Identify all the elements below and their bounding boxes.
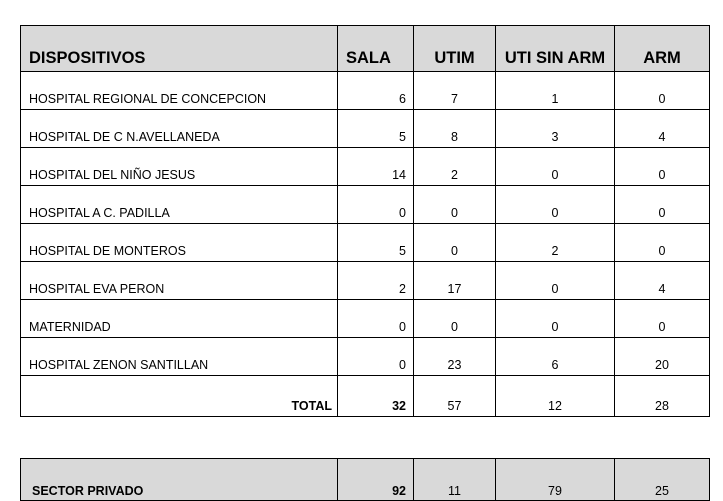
row-arm: 0 <box>615 72 710 110</box>
header-row <box>21 26 710 72</box>
total-utim: 57 <box>414 376 496 417</box>
row-utim: 0 <box>414 224 496 262</box>
row-sala: 5 <box>338 110 414 148</box>
row-arm: 4 <box>615 110 710 148</box>
private-sector-utim: 11 <box>414 459 496 501</box>
row-uti-sin-arm: 0 <box>496 148 615 186</box>
total-uti-sin-arm: 12 <box>496 376 615 417</box>
table-row <box>21 262 710 300</box>
row-name: HOSPITAL DE C N.AVELLANEDA <box>21 110 338 148</box>
private-sector-arm: 25 <box>615 459 710 501</box>
row-name: HOSPITAL DEL NIÑO JESUS <box>21 148 338 186</box>
row-utim: 8 <box>414 110 496 148</box>
row-sala: 0 <box>338 300 414 338</box>
row-uti-sin-arm: 2 <box>496 224 615 262</box>
row-utim: 0 <box>414 300 496 338</box>
row-name: MATERNIDAD <box>21 300 338 338</box>
row-uti-sin-arm: 3 <box>496 110 615 148</box>
row-sala: 6 <box>338 72 414 110</box>
row-arm: 0 <box>615 148 710 186</box>
row-name: HOSPITAL ZENON SANTILLAN <box>21 338 338 376</box>
row-uti-sin-arm: 0 <box>496 262 615 300</box>
table-row <box>21 186 710 224</box>
row-arm: 4 <box>615 262 710 300</box>
row-name: HOSPITAL DE MONTEROS <box>21 224 338 262</box>
header-uti-sin-arm: UTI SIN ARM <box>496 26 615 72</box>
dispositivos-table <box>20 25 710 417</box>
row-name: HOSPITAL A C. PADILLA <box>21 186 338 224</box>
row-arm: 0 <box>615 186 710 224</box>
table-row <box>21 110 710 148</box>
row-utim: 17 <box>414 262 496 300</box>
row-uti-sin-arm: 6 <box>496 338 615 376</box>
total-row <box>21 376 710 417</box>
row-uti-sin-arm: 0 <box>496 300 615 338</box>
row-utim: 2 <box>414 148 496 186</box>
row-uti-sin-arm: 0 <box>496 186 615 224</box>
table-row <box>21 300 710 338</box>
table-row <box>21 224 710 262</box>
header-dispositivos: DISPOSITIVOS <box>21 26 338 72</box>
row-sala: 5 <box>338 224 414 262</box>
row-arm: 0 <box>615 224 710 262</box>
total-label: TOTAL <box>21 376 338 417</box>
table-row <box>21 338 710 376</box>
total-sala: 32 <box>338 376 414 417</box>
total-arm: 28 <box>615 376 710 417</box>
header-sala: SALA <box>338 26 414 72</box>
row-utim: 23 <box>414 338 496 376</box>
row-sala: 14 <box>338 148 414 186</box>
row-utim: 7 <box>414 72 496 110</box>
header-utim: UTIM <box>414 26 496 72</box>
row-name: HOSPITAL EVA PERON <box>21 262 338 300</box>
row-uti-sin-arm: 1 <box>496 72 615 110</box>
table-row <box>21 148 710 186</box>
row-sala: 2 <box>338 262 414 300</box>
row-sala: 0 <box>338 338 414 376</box>
row-name: HOSPITAL REGIONAL DE CONCEPCION <box>21 72 338 110</box>
private-sector-row <box>21 459 710 501</box>
row-sala: 0 <box>338 186 414 224</box>
private-sector-uti-sin-arm: 79 <box>496 459 615 501</box>
row-arm: 0 <box>615 300 710 338</box>
private-sector-label: SECTOR PRIVADO <box>21 459 338 501</box>
private-sector-sala: 92 <box>338 459 414 501</box>
private-sector-table <box>20 458 710 501</box>
table-row <box>21 72 710 110</box>
header-arm: ARM <box>615 26 710 72</box>
row-arm: 20 <box>615 338 710 376</box>
row-utim: 0 <box>414 186 496 224</box>
